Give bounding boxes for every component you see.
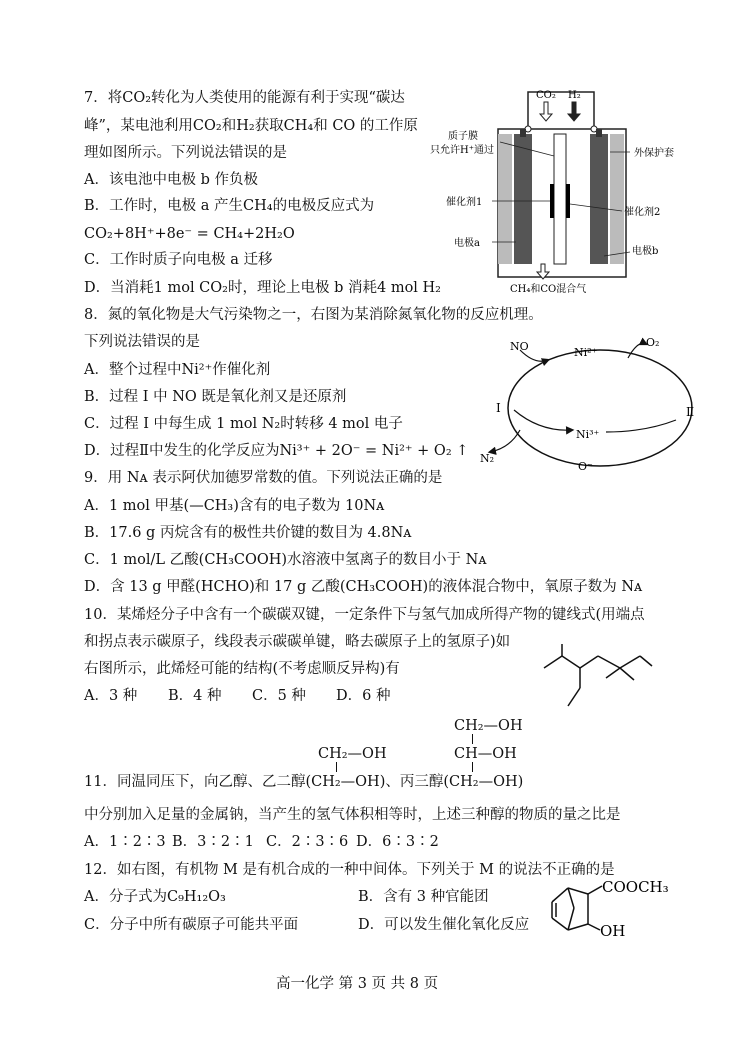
q12-option-b: B．含有 3 种官能团 xyxy=(358,889,489,905)
co2-inlet-label: CO₂ xyxy=(536,90,556,101)
cooch3-group-label: COOCH₃ xyxy=(602,878,669,896)
compound-m-structure xyxy=(544,874,694,940)
q7-option-c: C．工作时质子向电极 a 迁移 xyxy=(84,252,273,268)
hydroxyl-group-label: OH xyxy=(600,922,626,940)
q11-bond-1 xyxy=(336,762,337,772)
q10-option-c: C．5 种 xyxy=(252,688,306,704)
electrode-a-label: 电极a xyxy=(454,238,480,249)
q10-option-b: B．4 种 xyxy=(168,688,222,704)
q11-stem-part1: 11．同温同压下，向乙醇、乙二醇( xyxy=(84,774,312,790)
process-i-label: I xyxy=(496,401,501,415)
q8-option-c: C．过程 I 中每生成 1 mol N₂时转移 4 mol 电子 xyxy=(84,416,403,432)
q8-option-d: D．过程Ⅱ中发生的化学反应为Ni³⁺ + 2O⁻ = Ni²⁺ + O₂ ↑ xyxy=(84,443,469,459)
page-footer: 高一化学 第 3 页 共 8 页 xyxy=(276,976,439,992)
q11-stem-line2: 中分别加入足量的金属钠，当产生的氢气体积相等时，上述三种醇的物质的量之比是 xyxy=(84,807,621,823)
q11-stem-line1 xyxy=(84,772,523,792)
catalyst2-label: 催化剂2 xyxy=(624,207,661,218)
q11-option-a: A．1∶2∶3 xyxy=(84,834,166,850)
h2-inlet-label: H₂ xyxy=(568,90,581,101)
q8-stem-line2: 下列说法错误的是 xyxy=(84,334,200,350)
membrane-label: 质子膜 xyxy=(448,131,478,142)
q7-stem-line1: 7．将CO₂转化为人类使用的能源有利于实现“碳达 xyxy=(84,90,405,106)
q11-stem-part3: ) xyxy=(517,774,524,790)
q9-option-d: D．含 13 g 甲醛(HCHO)和 17 g 乙酸(CH₃COOH)的液体混合物中，氧原子数为 Nᴀ xyxy=(84,579,643,595)
ni2-label: Ni²⁺ xyxy=(574,346,598,359)
q10-stem-line1: 10．某烯烃分子中含有一个碳碳双键，一定条件下与氢气加成所得产物的键线式(用端点 xyxy=(84,607,645,623)
q7-option-b-line1: B．工作时，电极 a 产生CH₄的电极反应式为 xyxy=(84,198,375,214)
q8-option-a: A．整个过程中Ni²⁺作催化剂 xyxy=(84,362,271,378)
o2-label: O₂ xyxy=(646,336,660,349)
q11-stem-part2: )、丙三醇( xyxy=(379,774,450,790)
q9-option-a: A．1 mol 甲基(—CH₃)含有的电子数为 10Nᴀ xyxy=(84,498,385,514)
q7-stem-line2: 峰”，某电池利用CO₂和H₂获取CH₄和 CO 的工作原 xyxy=(84,118,418,134)
q11-bond-2 xyxy=(472,734,473,744)
q12-option-c: C．分子中所有碳原子可能共平面 xyxy=(84,917,299,933)
q11-bond-3 xyxy=(472,762,473,772)
q9-option-c: C．1 mol/L 乙酸(CH₃COOH)水溶液中氢离子的数目小于 Nᴀ xyxy=(84,552,487,568)
process-ii-label: Ⅱ xyxy=(686,405,695,419)
q11-formula-top-ethylene-glycol: CH₂—OH xyxy=(318,746,387,762)
catalyst1-label: 催化剂1 xyxy=(446,197,483,208)
q10-option-a: A．3 种 xyxy=(84,688,138,704)
fuel-cell-diagram xyxy=(426,84,696,296)
ni3-label: Ni³⁺ xyxy=(576,428,600,441)
ni-catalytic-cycle-diagram xyxy=(480,330,700,475)
n2-label: N₂ xyxy=(480,452,495,465)
q11-formula-low-ethylene-glycol: CH₂—OH xyxy=(311,774,380,790)
q11-option-c: C．2∶3∶6 xyxy=(266,834,349,850)
q11-formula-low-glycerol: CH₂—OH xyxy=(449,774,518,790)
q12-stem: 12．如右图，有机物 M 是有机合成的一种中间体。下列关于 M 的说法不正确的是 xyxy=(84,862,615,878)
q7-option-b-line2: CO₂+8H⁺+8e⁻ = CH₄+2H₂O xyxy=(84,226,295,242)
q11-formula-top-glycerol: CH₂—OH xyxy=(454,718,523,734)
q11-formula-mid-glycerol: CH—OH xyxy=(454,746,517,762)
no-label: NO xyxy=(510,340,529,353)
membrane-note-label: 只允许H⁺通过 xyxy=(430,145,494,156)
q10-stem-line3: 右图所示，此烯烃可能的结构(不考虑顺反异构)有 xyxy=(84,661,400,677)
electrode-b-label: 电极b xyxy=(632,246,659,257)
q7-option-d: D．当消耗1 mol CO₂时，理论上电极 b 消耗4 mol H₂ xyxy=(84,280,441,296)
outer-cover-label: 外保护套 xyxy=(634,148,674,159)
q11-option-b: B．3∶2∶1 xyxy=(172,834,254,850)
outlet-label: CH₄和CO混合气 xyxy=(510,284,587,295)
alkane-skeletal-formula xyxy=(540,644,690,714)
q10-stem-line2: 和拐点表示碳原子，线段表示碳碳单键，略去碳原子上的氢原子)如 xyxy=(84,634,511,650)
q7-option-a: A．该电池中电极 b 作负极 xyxy=(84,172,258,188)
q7-stem-line3: 理如图所示。下列说法错误的是 xyxy=(84,145,287,161)
q12-option-d: D．可以发生催化氧化反应 xyxy=(358,917,530,933)
q9-option-b: B．17.6 g 丙烷含有的极性共价键的数目为 4.8Nᴀ xyxy=(84,525,412,541)
q9-stem: 9．用 Nᴀ 表示阿伏加德罗常数的值。下列说法正确的是 xyxy=(84,470,443,486)
q8-stem-line1: 8．氮的氧化物是大气污染物之一，右图为某消除氮氧化物的反应机理。 xyxy=(84,307,543,323)
q12-option-a: A．分子式为C₉H₁₂O₃ xyxy=(84,889,226,905)
q11-option-d: D．6∶3∶2 xyxy=(356,834,439,850)
o-minus-label: O⁻ xyxy=(578,460,593,473)
q8-option-b: B．过程 I 中 NO 既是氧化剂又是还原剂 xyxy=(84,389,347,405)
q10-option-d: D．6 种 xyxy=(336,688,391,704)
